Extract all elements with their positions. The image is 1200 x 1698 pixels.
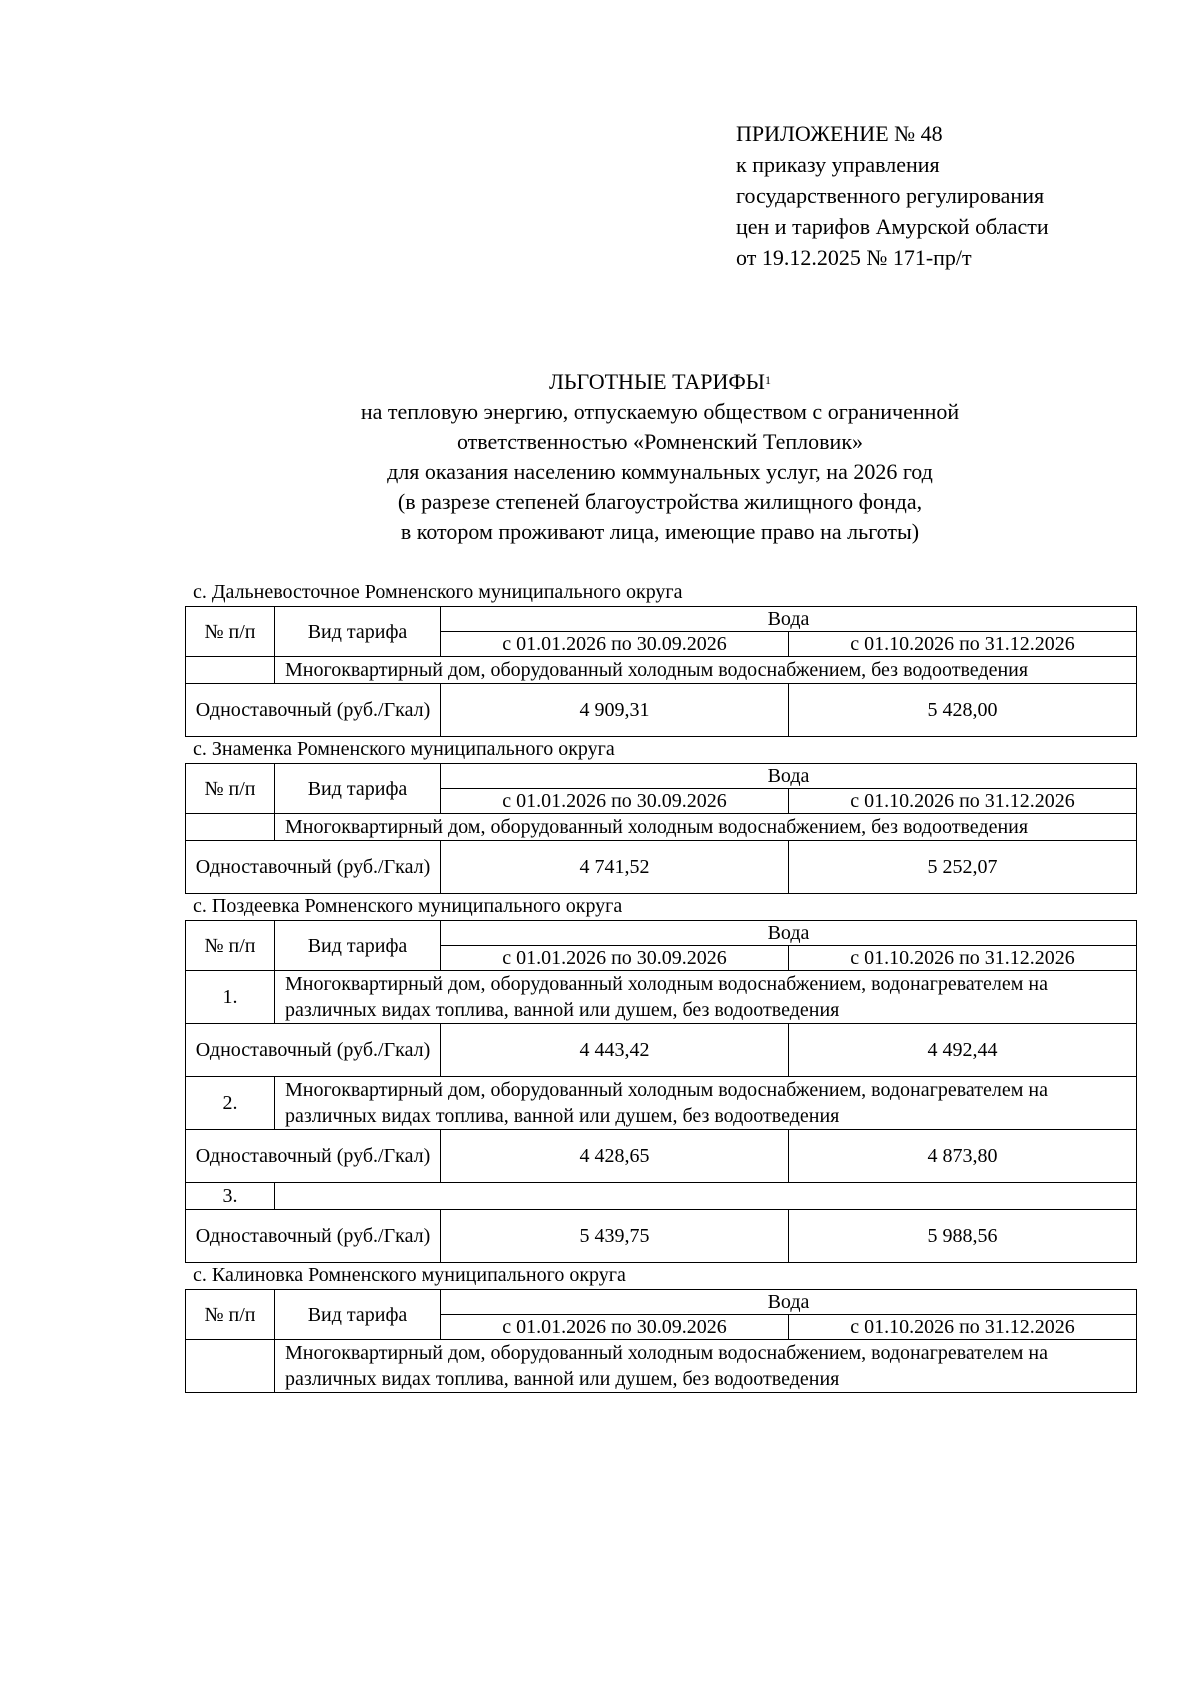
annex-line: цен и тарифов Амурской области (736, 214, 1049, 239)
header-type: Вид тарифа (275, 921, 441, 971)
value-period-1: 5 439,75 (441, 1210, 789, 1263)
header-num: № п/п (186, 1290, 275, 1340)
item-description: Многоквартирный дом, оборудованный холодным водоснабжением, водонагревателем на различных видах топлива, ванной или душем, без водоотведения (275, 1077, 1137, 1130)
item-number: 2. (186, 1077, 275, 1130)
tariff-sections (185, 580, 1136, 1393)
annex-line: ПРИЛОЖЕНИЕ № 48 (736, 121, 943, 146)
item-description (275, 1183, 1137, 1210)
title-heading-text: ЛЬГОТНЫЕ ТАРИФЫ (549, 369, 765, 394)
tariff-type: Одноставочный (руб./Гкал) (186, 1024, 441, 1077)
value-period-1: 4 443,42 (441, 1024, 789, 1077)
header-period-1: с 01.01.2026 по 30.09.2026 (441, 632, 789, 657)
header-type: Вид тарифа (275, 764, 441, 814)
value-period-2: 5 428,00 (789, 684, 1137, 737)
header-row (186, 607, 1137, 632)
location-heading: с. Знаменка Ромненского муниципального округа (193, 738, 615, 760)
header-period-1: с 01.01.2026 по 30.09.2026 (441, 789, 789, 814)
item-number (186, 814, 275, 841)
value-period-1: 4 909,31 (441, 684, 789, 737)
value-period-1: 4 428,65 (441, 1130, 789, 1183)
description-row (186, 1183, 1137, 1210)
header-group: Вода (441, 607, 1137, 632)
tariff-type: Одноставочный (руб./Гкал) (186, 841, 441, 894)
annex-header (736, 118, 1049, 273)
annex-line: к приказу управления (736, 152, 940, 177)
description-row (186, 814, 1137, 841)
location-heading: с. Калиновка Ромненского муниципального округа (193, 1264, 626, 1286)
header-period-2: с 01.10.2026 по 31.12.2026 (789, 632, 1137, 657)
value-period-2: 5 988,56 (789, 1210, 1137, 1263)
footnote-mark: 1 (764, 373, 771, 387)
header-period-2: с 01.10.2026 по 31.12.2026 (789, 1315, 1137, 1340)
header-num: № п/п (186, 764, 275, 814)
header-group: Вода (441, 921, 1137, 946)
header-num: № п/п (186, 607, 275, 657)
item-number (186, 1340, 275, 1393)
header-row (186, 1290, 1137, 1315)
header-period-1: с 01.01.2026 по 30.09.2026 (441, 1315, 789, 1340)
tariff-section (185, 737, 1136, 894)
header-type: Вид тарифа (275, 607, 441, 657)
header-type: Вид тарифа (275, 1290, 441, 1340)
annex-line: государственного регулирования (736, 183, 1045, 208)
header-period-2: с 01.10.2026 по 31.12.2026 (789, 789, 1137, 814)
tariff-table (185, 763, 1137, 894)
title-line: (в разрезе степеней благоустройства жилищного фонда, (397, 489, 923, 514)
item-description: Многоквартирный дом, оборудованный холодным водоснабжением, водонагревателем на различных видах топлива, ванной или душем, без водоотведения (275, 971, 1137, 1024)
value-row (186, 841, 1137, 894)
value-row (186, 1210, 1137, 1263)
description-row (186, 1340, 1137, 1393)
document-title (0, 367, 1200, 547)
tariff-section (185, 1263, 1136, 1393)
value-row (186, 1024, 1137, 1077)
tariff-table (185, 1289, 1137, 1393)
value-period-2: 4 492,44 (789, 1024, 1137, 1077)
title-line: для оказания населению коммунальных услуг, на 2026 год (387, 459, 933, 484)
description-row (186, 657, 1137, 684)
title-line: на тепловую энергию, отпускаемую обществом с ограниченной (360, 399, 960, 424)
location-heading: с. Дальневосточное Ромненского муниципального округа (193, 581, 683, 603)
header-period-2: с 01.10.2026 по 31.12.2026 (789, 946, 1137, 971)
item-description: Многоквартирный дом, оборудованный холодным водоснабжением, без водоотведения (275, 814, 1137, 841)
value-period-2: 5 252,07 (789, 841, 1137, 894)
value-row (186, 684, 1137, 737)
header-group: Вода (441, 764, 1137, 789)
item-description: Многоквартирный дом, оборудованный холодным водоснабжением, водонагревателем на различных видах топлива, ванной или душем, без водоотведения (275, 1340, 1137, 1393)
item-number: 3. (186, 1183, 275, 1210)
tariff-type: Одноставочный (руб./Гкал) (186, 1130, 441, 1183)
title-line: ответственностью «Ромненский Тепловик» (456, 429, 864, 454)
tariff-section (185, 894, 1136, 1263)
value-row (186, 1130, 1137, 1183)
item-description: Многоквартирный дом, оборудованный холодным водоснабжением, без водоотведения (275, 657, 1137, 684)
item-number (186, 657, 275, 684)
tariff-table (185, 920, 1137, 1263)
header-row (186, 921, 1137, 946)
item-number: 1. (186, 971, 275, 1024)
location-heading: с. Поздеевка Ромненского муниципального округа (193, 895, 623, 917)
description-row (186, 1077, 1137, 1130)
title-heading (0, 367, 1200, 397)
header-period-1: с 01.01.2026 по 30.09.2026 (441, 946, 789, 971)
tariff-type: Одноставочный (руб./Гкал) (186, 684, 441, 737)
tariff-section (185, 580, 1136, 737)
description-row (186, 971, 1137, 1024)
value-period-1: 4 741,52 (441, 841, 789, 894)
tariff-table (185, 606, 1137, 737)
value-period-2: 4 873,80 (789, 1130, 1137, 1183)
header-group: Вода (441, 1290, 1137, 1315)
annex-line: от 19.12.2025 № 171-пр/т (736, 245, 972, 270)
tariff-type: Одноставочный (руб./Гкал) (186, 1210, 441, 1263)
title-line: в котором проживают лица, имеющие право на льготы) (400, 519, 920, 544)
header-row (186, 764, 1137, 789)
header-num: № п/п (186, 921, 275, 971)
